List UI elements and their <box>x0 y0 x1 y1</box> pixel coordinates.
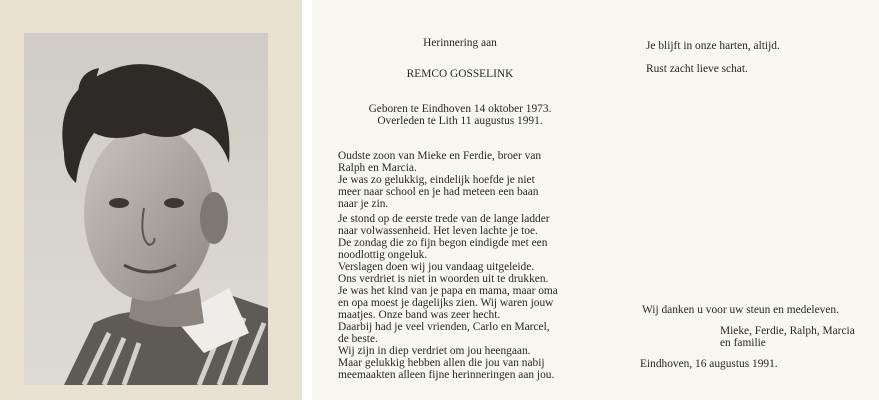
deceased-name: REMCO GOSSELINK <box>406 68 514 80</box>
body-line: naar volwassenheid. Het leven lachte je toe. <box>338 225 538 237</box>
photo-card <box>0 0 302 400</box>
card-divider <box>302 0 312 400</box>
body-line: Wij zijn in diep verdriet om jou heengaan. <box>338 345 531 357</box>
portrait-illustration <box>24 33 268 385</box>
signature-names: Mieke, Ferdie, Ralph, Marcia <box>720 325 855 337</box>
body-line: noodlottig ongeluk. <box>338 249 428 261</box>
death-line: Overleden te Lith 11 augustus 1991. <box>377 115 543 127</box>
body-line: Maar gelukkig hebben allen die jou van nabij <box>338 357 545 369</box>
body-line: meemaakten alleen fijne herinneringen aan jou. <box>338 369 555 381</box>
body-line: Je was zo gelukkig, eindelijk hoefde je niet <box>338 174 535 186</box>
text-card <box>312 0 879 400</box>
body-line: maatjes. Onze band was zeer hecht. <box>338 309 501 321</box>
body-line: Daarbij had je veel vrienden, Carlo en Marcel, <box>338 321 550 333</box>
remembrance-label: Herinnering aan <box>423 37 497 49</box>
tribute-line: Je blijft in onze harten, altijd. <box>646 40 780 52</box>
body-line: de beste. <box>338 333 378 345</box>
thanks-line: Wij danken u voor uw steun en medeleven. <box>642 304 839 316</box>
place-date: Eindhoven, 16 augustus 1991. <box>640 358 778 370</box>
tribute-line: Rust zacht lieve schat. <box>646 63 748 75</box>
body-line: Ralph en Marcia. <box>338 162 417 174</box>
body-line: Verslagen doen wij jou vandaag uitgeleide. <box>338 261 535 273</box>
body-line: meer naar school en je had meteen een baan <box>338 186 539 198</box>
birth-line: Geboren te Eindhoven 14 oktober 1973. <box>368 103 552 115</box>
body-line: en opa moest je dagelijks zien. Wij waren jouw <box>338 297 554 309</box>
body-line: Je was het kind van je papa en mama, maar oma <box>338 285 558 297</box>
portrait-photo <box>24 33 268 385</box>
body-line: De zondag die zo fijn begon eindigde met een <box>338 237 548 249</box>
signature-family: en familie <box>720 337 766 349</box>
body-line: naar je zin. <box>338 198 389 210</box>
body-line: Ons verdriet is niet in woorden uit te drukken. <box>338 273 549 285</box>
body-line: Oudste zoon van Mieke en Ferdie, broer van <box>338 150 542 162</box>
body-line: Je stond op de eerste trede van de lange ladder <box>338 213 550 225</box>
